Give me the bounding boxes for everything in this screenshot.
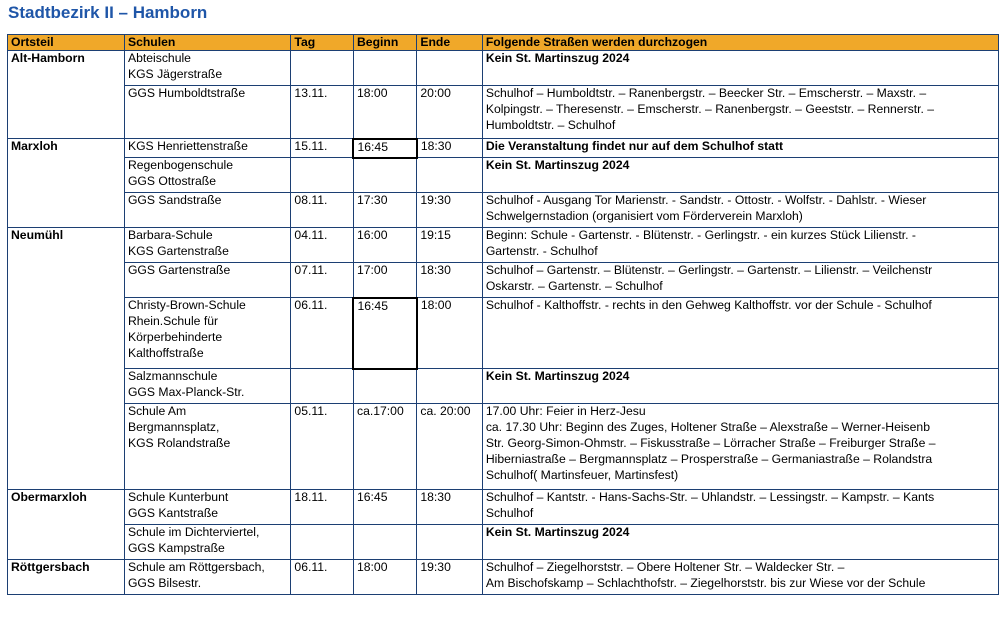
day-cell: 04.11. — [291, 228, 354, 263]
page-title: Stadtbezirk II – Hamborn — [8, 3, 208, 22]
route-cell: Beginn: Schule - Gartenstr. - Blütenstr. - Gerlingstr. - ein kurzes Stück Lilienstr. - Gartenstr. - Schulhof — [482, 228, 998, 263]
end-cell: 19:30 — [417, 193, 482, 228]
district-cell: Alt-Hamborn — [8, 51, 125, 139]
route-cell: 17.00 Uhr: Feier in Herz-Jesu ca. 17.30 Uhr: Beginn des Zuges, Holtener Straße – Alexstraße – Werner-Heisenb Str. Georg-Simon-Ohmstr. – Fiskusstraße – Lörracher Straße – Freiburger Straße – Hiberniastraße – Bergmannsplatz – Prosperstraße – Germaniastraße – Rolandstra Schulhof( Martinsfeuer, Martinsfest) — [482, 404, 998, 490]
header-ortsteil: Ortsteil — [8, 35, 125, 51]
day-cell: 08.11. — [291, 193, 354, 228]
table-row — [8, 369, 999, 404]
route-cell: Schulhof – Kantstr. - Hans-Sachs-Str. – Uhlandstr. – Lessingstr. – Kampstr. – Kants Schulhof — [482, 490, 998, 525]
end-cell: 18:30 — [417, 139, 482, 158]
header-beginn: Beginn — [353, 35, 416, 51]
school-cell: Regenbogenschule GGS Ottostraße — [124, 158, 290, 193]
table-row — [8, 490, 999, 525]
table-row — [8, 193, 999, 228]
day-cell: 06.11. — [291, 560, 354, 595]
school-cell: Schule am Röttgersbach, GGS Bilsestr. — [124, 560, 290, 595]
table-header-row — [8, 35, 999, 51]
school-cell: Barbara-Schule KGS Gartenstraße — [124, 228, 290, 263]
end-cell: 18:30 — [417, 263, 482, 298]
route-cell: Schulhof - Kalthoffstr. - rechts in den Gehweg Kalthoffstr. vor der Schule - Schulhof — [482, 298, 998, 369]
school-cell: GGS Sandstraße — [124, 193, 290, 228]
school-cell: Abteischule KGS Jägerstraße — [124, 51, 290, 86]
day-cell: 05.11. — [291, 404, 354, 490]
route-cell: Kein St. Martinszug 2024 — [482, 158, 998, 193]
end-cell — [417, 51, 482, 86]
day-cell: 18.11. — [291, 490, 354, 525]
end-cell: 18:30 — [417, 490, 482, 525]
route-cell: Schulhof – Ziegelhorststr. – Obere Holtener Str. – Waldecker Str. – Am Bischofskamp – Schlachthofstr. – Ziegelhorststr. bis zur Wiese vor der Schule — [482, 560, 998, 595]
route-cell: Kein St. Martinszug 2024 — [482, 369, 998, 404]
table-row — [8, 560, 999, 595]
table-row — [8, 263, 999, 298]
district-cell: Marxloh — [8, 139, 125, 228]
start-cell: 17:00 — [353, 263, 416, 298]
end-cell: ca. 20:00 — [417, 404, 482, 490]
table-row — [8, 404, 999, 490]
start-cell: 16:45 — [353, 139, 416, 158]
start-cell: 16:45 — [353, 298, 416, 369]
start-cell: 16:45 — [353, 490, 416, 525]
day-cell: 13.11. — [291, 86, 354, 139]
end-cell: 19:15 — [417, 228, 482, 263]
header-schulen: Schulen — [124, 35, 290, 51]
route-cell: Kein St. Martinszug 2024 — [482, 51, 998, 86]
start-cell: 18:00 — [353, 560, 416, 595]
start-cell — [353, 525, 416, 560]
start-cell: 18:00 — [353, 86, 416, 139]
day-cell — [291, 51, 354, 86]
end-cell: 20:00 — [417, 86, 482, 139]
header-ende: Ende — [417, 35, 482, 51]
day-cell: 07.11. — [291, 263, 354, 298]
school-cell: GGS Humboldtstraße — [124, 86, 290, 139]
table-row — [8, 86, 999, 139]
table-row — [8, 298, 999, 369]
end-cell — [417, 369, 482, 404]
end-cell: 18:00 — [417, 298, 482, 369]
start-cell — [353, 158, 416, 193]
school-cell: Salzmannschule GGS Max-Planck-Str. — [124, 369, 290, 404]
school-cell: Christy-Brown-Schule Rhein.Schule für Körperbehinderte Kalthoffstraße — [124, 298, 290, 369]
table-row — [8, 525, 999, 560]
header-strassen: Folgende Straßen werden durchzogen — [482, 35, 998, 51]
table-row — [8, 228, 999, 263]
header-tag: Tag — [291, 35, 354, 51]
day-cell — [291, 158, 354, 193]
school-cell: Schule Am Bergmannsplatz, KGS Rolandstraße — [124, 404, 290, 490]
table-row — [8, 158, 999, 193]
start-cell — [353, 51, 416, 86]
school-cell: GGS Gartenstraße — [124, 263, 290, 298]
end-cell: 19:30 — [417, 560, 482, 595]
start-cell — [353, 369, 416, 404]
start-cell: ca.17:00 — [353, 404, 416, 490]
route-cell: Kein St. Martinszug 2024 — [482, 525, 998, 560]
route-cell: Die Veranstaltung findet nur auf dem Schulhof statt — [482, 139, 998, 158]
day-cell: 15.11. — [291, 139, 354, 158]
start-cell: 16:00 — [353, 228, 416, 263]
martinszug-table — [7, 34, 999, 595]
school-cell: Schule im Dichterviertel, GGS Kampstraße — [124, 525, 290, 560]
district-cell: Obermarxloh — [8, 490, 125, 560]
route-cell: Schulhof - Ausgang Tor Marienstr. - Sandstr. - Ottostr. - Wolfstr. - Dahlstr. - Wieser Schwelgernstadion (organisiert vom Förderverein Marxloh) — [482, 193, 998, 228]
start-cell: 17:30 — [353, 193, 416, 228]
day-cell — [291, 369, 354, 404]
table-row — [8, 51, 999, 86]
end-cell — [417, 525, 482, 560]
route-cell: Schulhof – Gartenstr. – Blütenstr. – Gerlingstr. – Gartenstr. – Lilienstr. – Veilchenstr Oskarstr. – Gartenstr. – Schulhof — [482, 263, 998, 298]
school-cell: Schule Kunterbunt GGS Kantstraße — [124, 490, 290, 525]
day-cell: 06.11. — [291, 298, 354, 369]
table-row — [8, 139, 999, 158]
district-cell: Röttgersbach — [8, 560, 125, 595]
school-cell: KGS Henriettenstraße — [124, 139, 290, 158]
district-cell: Neumühl — [8, 228, 125, 490]
end-cell — [417, 158, 482, 193]
route-cell: Schulhof – Humboldtstr. – Ranenbergstr. – Beecker Str. – Emscherstr. – Maxstr. – Kolpingstr. – Theresenstr. – Emscherstr. – Ranenbergstr. – Geeststr. – Rennerstr. – Humboldtstr. – Schulhof — [482, 86, 998, 139]
day-cell — [291, 525, 354, 560]
